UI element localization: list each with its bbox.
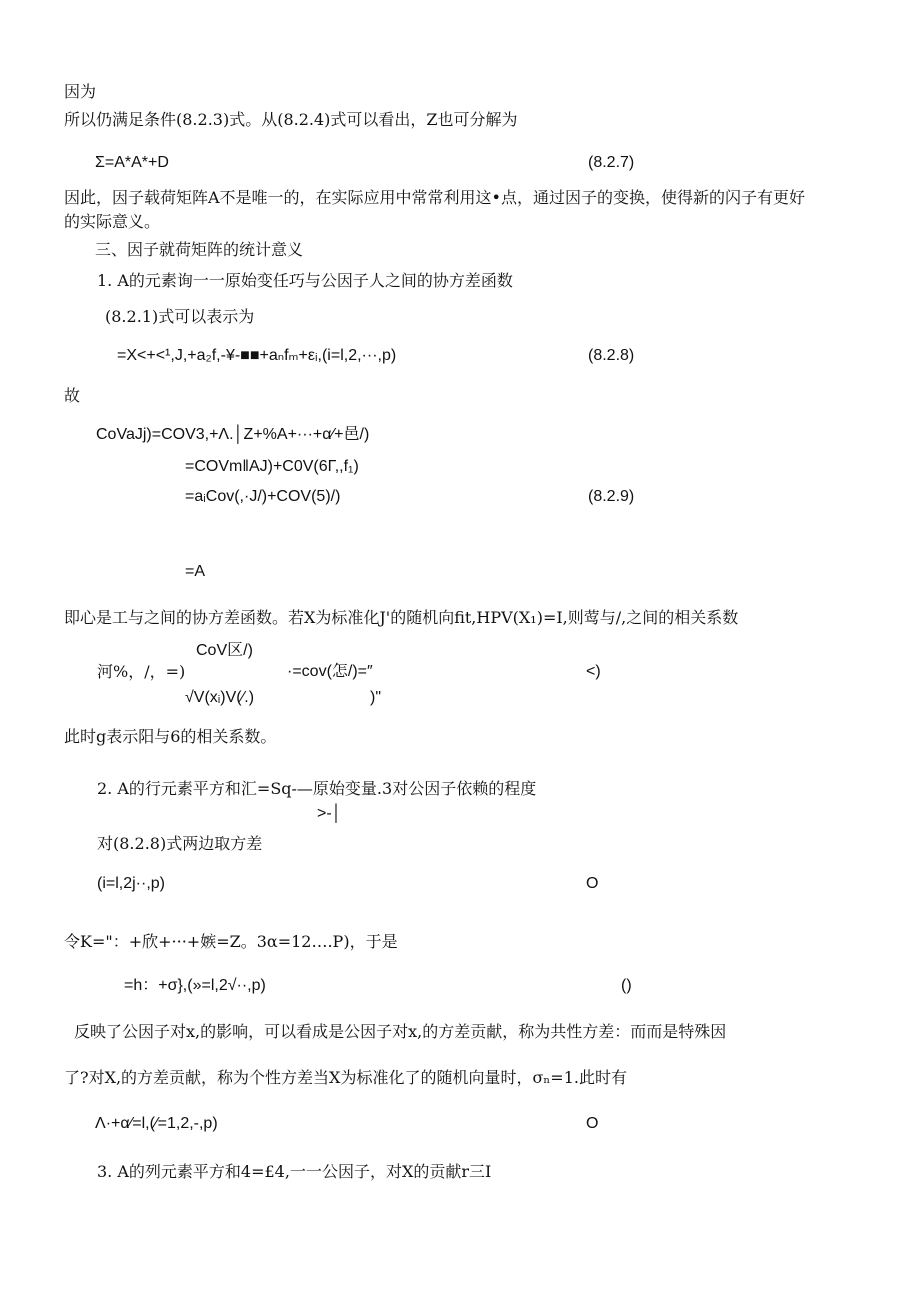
equation-number: O xyxy=(586,1115,599,1132)
equation: =h：+σ},(»=l,2√··,p) xyxy=(124,977,266,994)
text-line: 令K="：+欣+···+嫉=Z。3α=12….P)，于是 xyxy=(64,932,398,951)
equation: Σ=A*A*+D xyxy=(95,154,169,171)
list-item: 2. A的行元素平方和汇=Sq-—原始变量.3对公因子依赖的程度 xyxy=(97,779,537,798)
text-line: (8.2.1)式可以表示为 xyxy=(105,307,255,326)
text-line: 的实际意义。 xyxy=(64,212,161,231)
equation: =aᵢCov(,·J/)+COV(5)/) xyxy=(185,488,341,505)
equation-number: (8.2.9) xyxy=(588,488,635,505)
equation-number: O xyxy=(586,875,599,892)
list-item: 3. A的列元素平方和4=£4,一一公因子，对X的贡献r三I xyxy=(97,1162,492,1181)
equation: =A xyxy=(185,563,206,580)
list-item: 1. A的元素询一一原始变任巧与公因子人之间的协方差函数 xyxy=(97,271,513,290)
equation: ·=cov(怎/)=″ xyxy=(287,663,373,680)
equation-number: <) xyxy=(586,663,601,680)
equation: √V(xᵢ)V(⁄.) xyxy=(185,689,255,706)
equation: CoVaJj)=COV3,+Λ.│Z+%A+···+α⁄+邑/) xyxy=(96,426,370,443)
text-line: 了?对X,的方差贡献，称为个性方差当X为标准化了的随机向量时，σₙ=1.此时有 xyxy=(64,1068,627,1087)
equation: =X<+<¹,J,+a₂f,-¥-■■+aₙfₘ+εᵢ,(i=l,2,···,p) xyxy=(117,347,397,364)
equation: (i=l,2j··,p) xyxy=(97,875,166,892)
equation: )" xyxy=(370,689,382,706)
equation: =COVm‖AJ)+C0V(6Γ,,f₁) xyxy=(185,458,359,475)
text-line: 对(8.2.8)式两边取方差 xyxy=(97,834,263,853)
text-line: 因为 xyxy=(64,82,97,101)
text-line: 所以仍满足条件(8.2.3)式。从(8.2.4)式可以看出，Z也可分解为 xyxy=(64,110,518,129)
equation-number: () xyxy=(621,977,632,994)
section-heading: 三、因子就荷矩阵的统计意义 xyxy=(95,240,304,259)
text-line: 反映了公因子对x,的影响，可以看成是公因子对x,的方差贡献，称为共性方差：而而是特殊因 xyxy=(74,1022,727,1041)
text-line: 因此，因子载荷矩阵A不是唯一的，在实际应用中常常利用这•点，通过因子的变换，使得新的闪子有更好 xyxy=(64,188,805,207)
equation-number: (8.2.8) xyxy=(588,347,635,364)
text-line: 此时g表示阳与6的相关系数。 xyxy=(64,727,277,746)
text-line: 即心是工与之间的协方差函数。若X为标准化J'的随机向fit,HPV(X₁)=I,则莺与/,之间的相关系数 xyxy=(64,608,739,627)
equation: Λ·+α⁄=l,(⁄=1,2,-,p) xyxy=(95,1115,218,1132)
equation-number: (8.2.7) xyxy=(588,154,635,171)
text-line: 故 xyxy=(64,386,81,405)
equation: >-│ xyxy=(317,805,342,822)
equation: CoV区/) xyxy=(196,642,253,659)
equation: 河%，/，=) xyxy=(97,662,186,681)
